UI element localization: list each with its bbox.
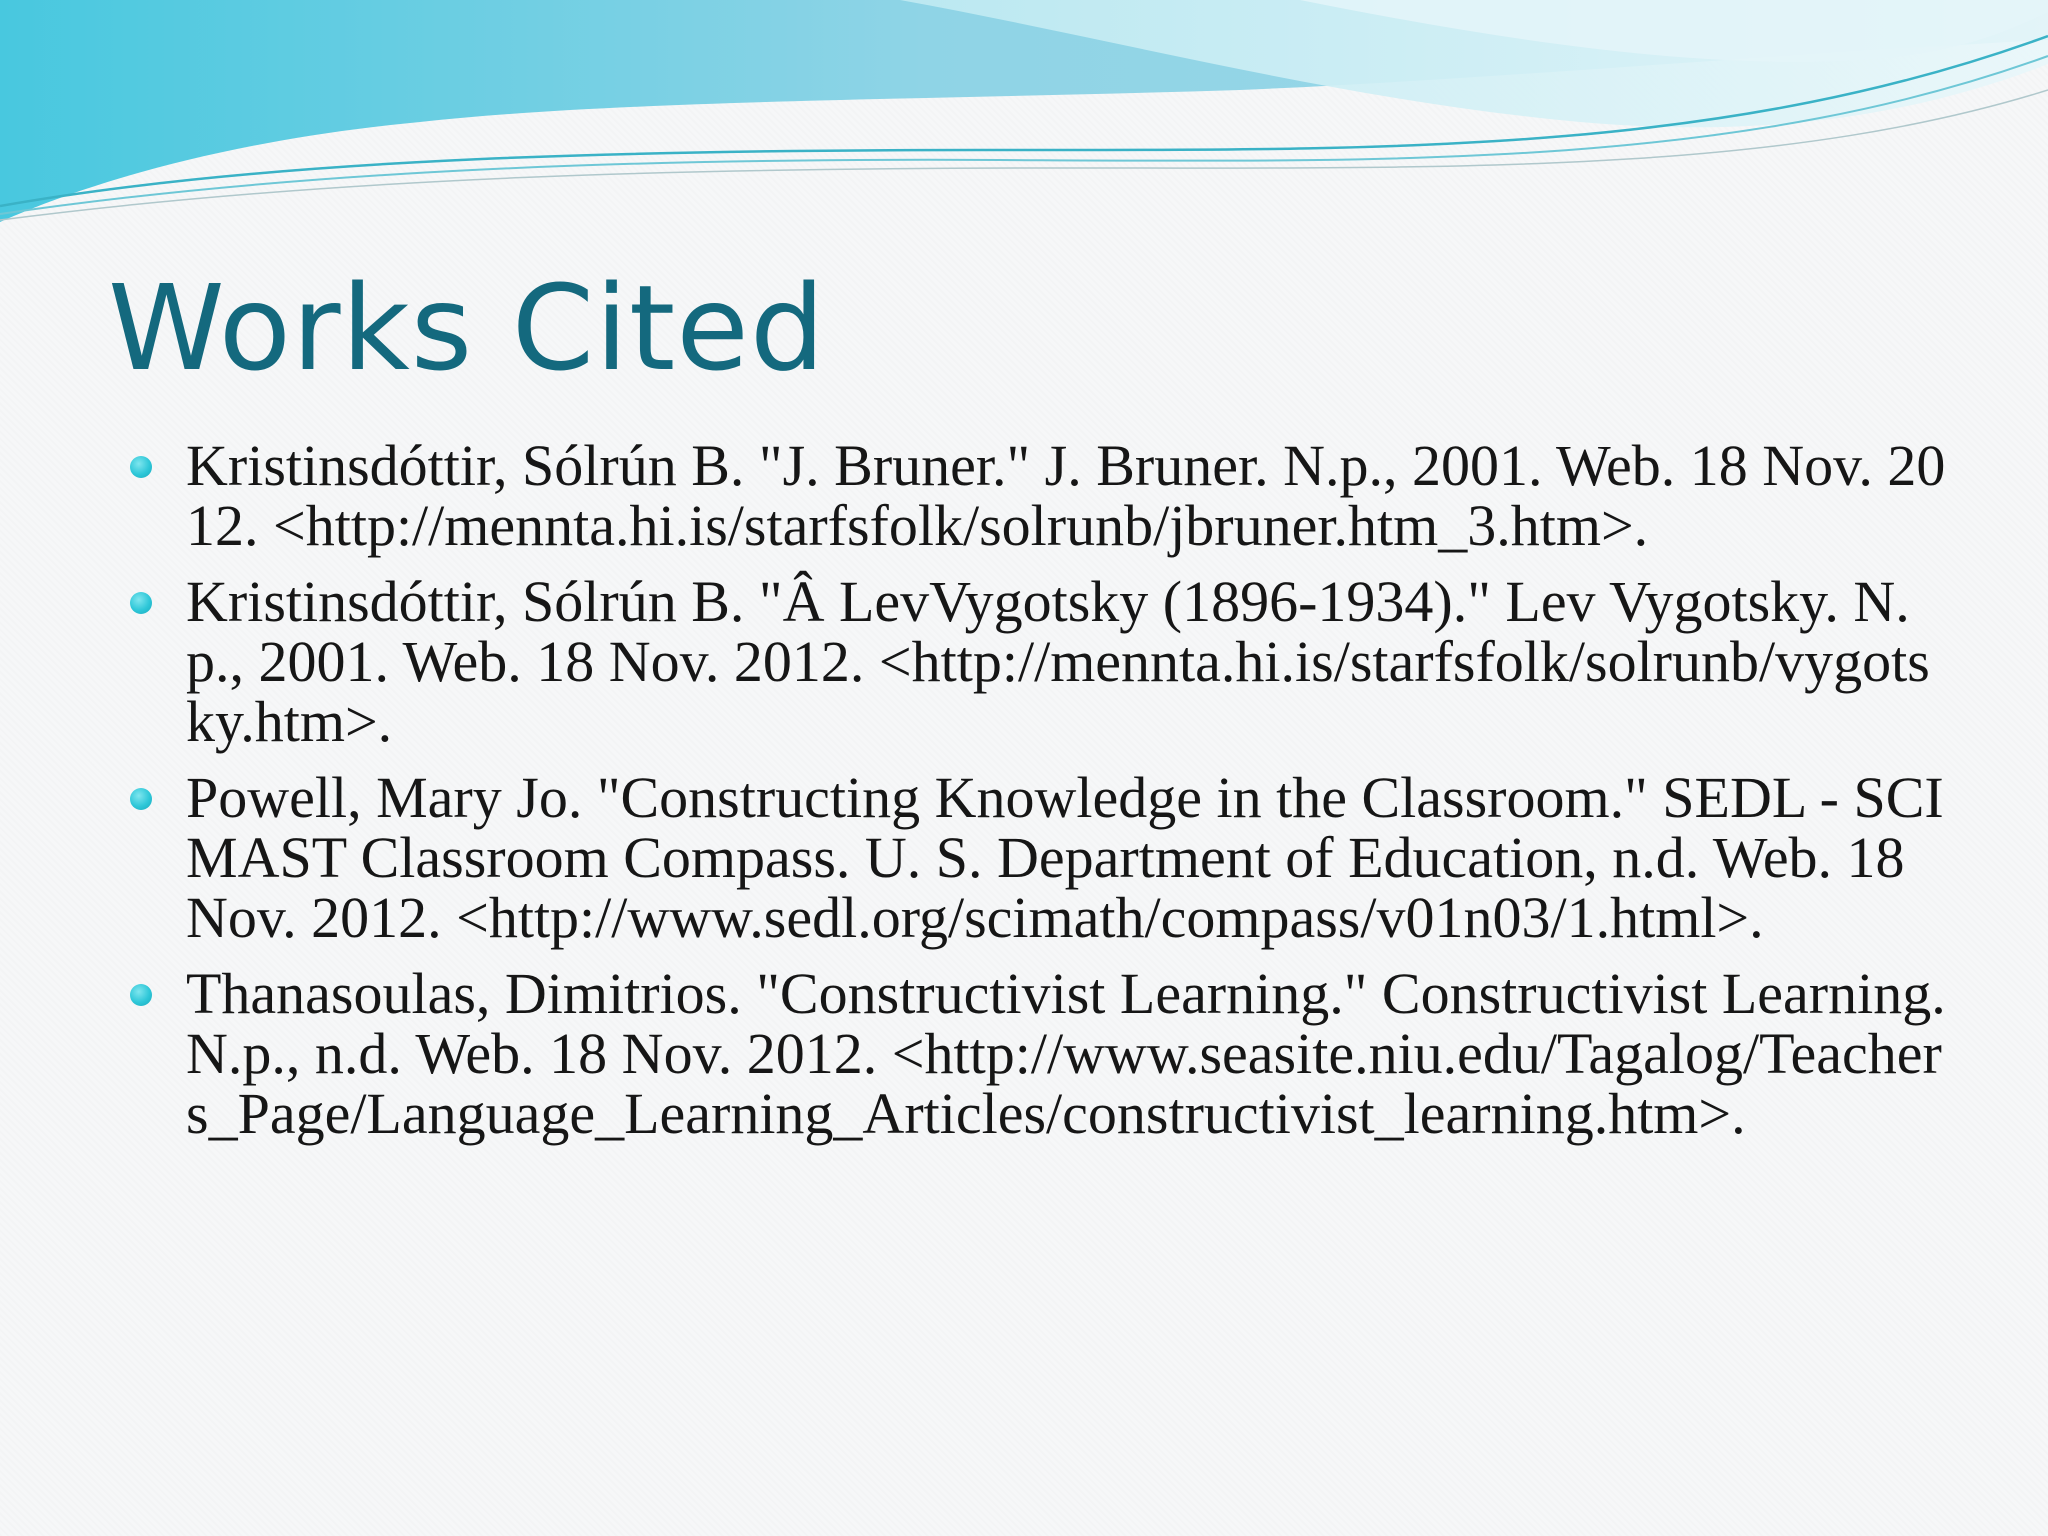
bullet-icon xyxy=(130,788,152,810)
citation-text: Thanasoulas, Dimitrios. "Constructivist Learning." Constructivist Learning. N.p., n.d. Web. 18 Nov. 2012. <http://www.seasite.niu.edu/Tagalog/Teachers_Page/Language_Learning_Articles/constructivist_learning.htm>. xyxy=(186,961,1946,1146)
citation-text: Kristinsdóttir, Sólrún B. "J. Bruner." J. Bruner. N.p., 2001. Web. 18 Nov. 2012. <http://mennta.hi.is/starfsfolk/solrunb/jbruner.htm_3.htm>. xyxy=(186,433,1946,558)
bullet-icon xyxy=(130,456,152,478)
slide-title: Works Cited xyxy=(108,259,826,397)
bullet-icon xyxy=(130,592,152,614)
citation-item xyxy=(120,961,1950,1146)
citation-list xyxy=(120,433,1950,1160)
citation-text: Kristinsdóttir, Sólrún B. "Â LevVygotsky (1896-1934)." Lev Vygotsky. N.p., 2001. Web. 18 Nov. 2012. <http://mennta.hi.is/starfsfolk/solrunb/vygotsky.htm>. xyxy=(186,569,1930,754)
citation-item xyxy=(120,569,1950,754)
header-wave-decoration xyxy=(0,0,2048,240)
bullet-icon xyxy=(130,984,152,1006)
citation-item xyxy=(120,765,1950,950)
citation-text: Powell, Mary Jo. "Constructing Knowledge in the Classroom." SEDL - SCIMAST Classroom Compass. U. S. Department of Education, n.d. Web. 18 Nov. 2012. <http://www.sedl.org/scimath/compass/v01n03/1.html>. xyxy=(186,765,1944,950)
citation-item xyxy=(120,433,1950,558)
